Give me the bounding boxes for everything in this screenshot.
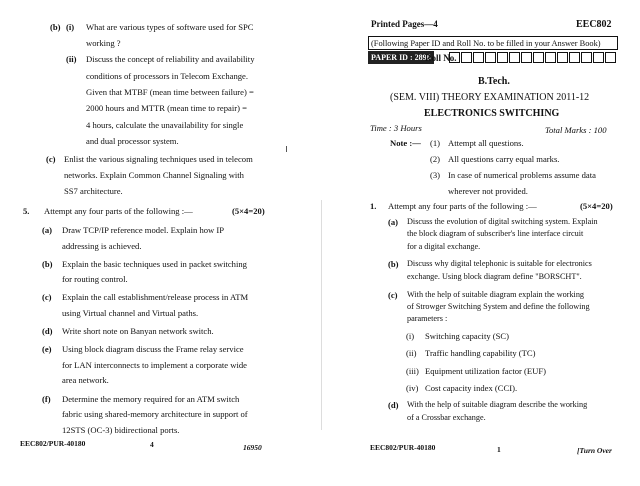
- turn-over: [Turn Over: [577, 446, 612, 455]
- question-line: What are various types of software used for SPC: [86, 22, 254, 32]
- subpart-label: (ii): [66, 54, 77, 65]
- marks: (5×4=20): [580, 201, 613, 211]
- subpart-label: (i): [406, 331, 415, 341]
- note-line: In case of numerical problems assume data: [448, 170, 596, 180]
- question-line: area network.: [62, 375, 109, 386]
- part-label: (b): [388, 259, 399, 270]
- subpart-line: Traffic handling capability (TC): [425, 348, 536, 359]
- part-label: (d): [42, 326, 53, 337]
- footer-number: 16950: [243, 443, 262, 452]
- question-line: Discuss the concept of reliability and availability: [86, 54, 255, 65]
- question-line: Determine the memory required for an ATM switch: [62, 393, 240, 404]
- roll-no-boxes[interactable]: [449, 52, 617, 63]
- paper-code: EEC802: [576, 19, 612, 30]
- part-label: (c): [388, 289, 398, 300]
- question-line: Discuss the evolution of digital switching system. Explain: [407, 217, 598, 226]
- question-line: for routing control.: [62, 274, 128, 285]
- question-line: Discuss why digital telephonic is suitable for electronics: [407, 259, 592, 269]
- subpart-line: Cost capacity index (CCI).: [425, 382, 518, 393]
- question-line: SS7 architecture.: [64, 186, 123, 196]
- question-line: Explain the call establishment/release process in ATM: [62, 292, 249, 303]
- marks: (5×4=20): [232, 206, 265, 216]
- note-number: (1): [430, 138, 441, 148]
- question-line: and dual processor system.: [86, 135, 179, 146]
- note-label: Note :—: [390, 138, 421, 148]
- part-label: (a): [388, 217, 399, 227]
- subpart-label: (i): [66, 22, 75, 32]
- part-label: (b): [50, 22, 61, 32]
- part-label: (e): [42, 344, 52, 355]
- question-line: using Virtual channel and Virtual paths.: [62, 308, 199, 318]
- question-line: With the help of suitable diagram explain the working: [407, 289, 585, 299]
- question-line: exchange. Using block diagram define "BORSCHT".: [407, 271, 582, 281]
- exam-title: (SEM. VIII) THEORY EXAMINATION 2011-12: [390, 92, 590, 103]
- roll-no-label: Roll No.: [425, 53, 457, 63]
- note-number: (3): [430, 170, 441, 180]
- question-line: Enlist the various signaling techniques used in telecom: [64, 154, 253, 164]
- question-line: working ?: [86, 38, 121, 48]
- footer-page: 1: [497, 445, 501, 454]
- question-line: Write short note on Banyan network switch.: [62, 326, 214, 337]
- page-fold: [321, 200, 322, 430]
- note-line: wherever not provided.: [448, 186, 528, 196]
- question-line: Given that MTBF (mean time between failure) =: [86, 86, 254, 97]
- note-number: (2): [430, 154, 441, 164]
- question-line: 2000 hours and MTTR (mean time to repair) =: [86, 103, 247, 114]
- subpart-line: Equipment utilization factor (EUF): [425, 365, 546, 376]
- part-label: (d): [388, 400, 399, 410]
- question-line: Explain the basic techniques used in packet switching: [62, 258, 247, 269]
- question-line: parameters :: [407, 314, 448, 324]
- footer-code: EEC802/PUR-40180: [370, 443, 436, 452]
- part-label: (f): [42, 393, 51, 404]
- scan-mark: [286, 146, 287, 152]
- time: Time : 3 Hours: [370, 123, 422, 133]
- question-line: Attempt any four parts of the following :—: [388, 201, 537, 211]
- paper-id: PAPER ID : 2896: [368, 51, 434, 64]
- subject: ELECTRONICS SWITCHING: [424, 108, 560, 119]
- subpart-line: Switching capacity (SC): [425, 331, 510, 341]
- question-number: 5.: [23, 206, 30, 216]
- question-line: of a Crossbar exchange.: [407, 412, 486, 422]
- question-line: the block diagram of subscriber's line interface circuit: [407, 229, 584, 239]
- question-line: for a digital exchange.: [407, 241, 481, 251]
- subpart-label: (iii): [406, 365, 419, 376]
- question-line: fabric using shared-memory architecture in support of: [62, 409, 248, 420]
- question-line: conditions of processors in Telecom Exchange.: [86, 70, 249, 81]
- question-line: 12STS (OC-3) bidirectional ports.: [62, 424, 180, 435]
- question-line: With the help of suitable diagram describe the working: [407, 400, 588, 409]
- question-line: of Strowger Switching System and define the following: [407, 301, 590, 311]
- note-line: All questions carry equal marks.: [448, 154, 560, 164]
- degree: B.Tech.: [478, 76, 510, 87]
- question-number: 1.: [370, 201, 377, 211]
- subpart-label: (ii): [406, 348, 417, 359]
- part-label: (a): [42, 225, 53, 235]
- total-marks: Total Marks : 100: [545, 125, 607, 135]
- footer-code: EEC802/PUR-40180: [20, 439, 86, 448]
- question-line: addressing is achieved.: [62, 240, 142, 251]
- part-label: (b): [42, 258, 53, 269]
- footer-page: 4: [150, 440, 154, 449]
- subpart-label: (iv): [406, 382, 419, 393]
- fill-note-box: (Following Paper ID and Roll No. to be filled in your Answer Book): [368, 36, 618, 50]
- question-line: networks. Explain Common Channel Signaling with: [64, 170, 244, 180]
- printed-pages: Printed Pages—4: [371, 19, 438, 29]
- question-line: Attempt any four parts of the following :—: [44, 206, 193, 216]
- note-line: Attempt all questions.: [448, 138, 524, 148]
- part-label: (c): [42, 292, 52, 303]
- question-line: Draw TCP/IP reference model. Explain how IP: [62, 225, 225, 235]
- part-label: (c): [46, 154, 56, 164]
- question-line: for LAN interconnects to implement a corporate wide: [62, 359, 247, 370]
- question-line: 4 hours, calculate the unavailability for single: [86, 119, 244, 130]
- question-line: Using block diagram discuss the Frame relay service: [62, 344, 244, 355]
